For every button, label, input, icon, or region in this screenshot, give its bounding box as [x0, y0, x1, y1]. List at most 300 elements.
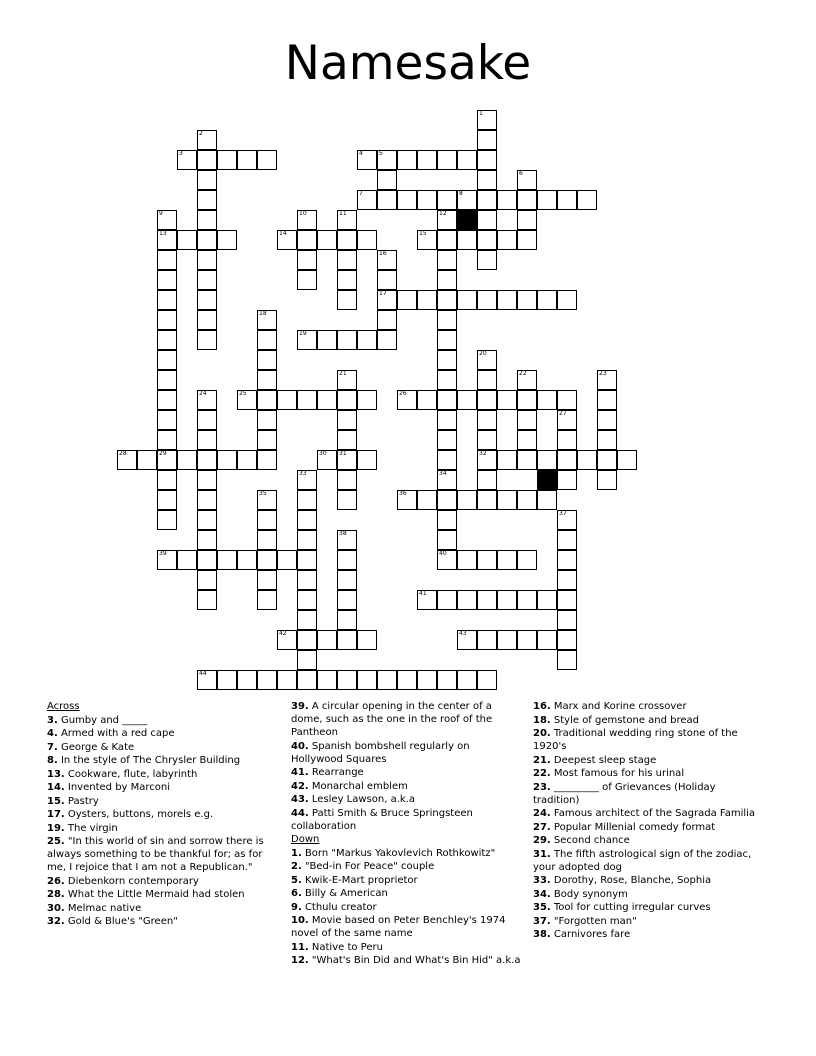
grid-cell[interactable] — [557, 190, 577, 210]
grid-cell[interactable] — [357, 190, 377, 210]
grid-cell[interactable] — [157, 390, 177, 410]
grid-cell[interactable] — [437, 350, 457, 370]
grid-cell[interactable] — [297, 470, 317, 490]
across-header: Across — [47, 701, 80, 712]
grid-cell[interactable] — [437, 470, 457, 490]
grid-cell[interactable] — [257, 530, 277, 550]
grid-cell[interactable] — [397, 390, 417, 410]
grid-cell[interactable] — [157, 250, 177, 270]
grid-cell[interactable] — [457, 190, 477, 210]
grid-cell[interactable] — [277, 670, 297, 690]
grid-cell[interactable] — [297, 510, 317, 530]
grid-cell[interactable] — [597, 390, 617, 410]
grid-cell[interactable] — [337, 530, 357, 550]
clue-item — [291, 780, 523, 793]
grid-cell[interactable] — [477, 370, 497, 390]
grid-cell[interactable] — [517, 290, 537, 310]
grid-cell[interactable] — [537, 290, 557, 310]
grid-cell[interactable] — [457, 550, 477, 570]
grid-cell[interactable] — [437, 430, 457, 450]
grid-cell[interactable] — [197, 150, 217, 170]
grid-cell[interactable] — [237, 150, 257, 170]
grid-cell[interactable] — [477, 230, 497, 250]
grid-cell[interactable] — [197, 230, 217, 250]
grid-cell[interactable] — [437, 310, 457, 330]
grid-cell[interactable] — [197, 390, 217, 410]
grid-cell[interactable] — [497, 450, 517, 470]
grid-cell[interactable] — [337, 390, 357, 410]
grid-cell[interactable] — [197, 670, 217, 690]
grid-cell[interactable] — [257, 390, 277, 410]
grid-cell[interactable] — [477, 590, 497, 610]
grid-cell[interactable] — [297, 590, 317, 610]
grid-cell[interactable] — [597, 450, 617, 470]
grid-cell[interactable] — [457, 230, 477, 250]
cell-number: 3 — [179, 150, 183, 157]
grid-cell[interactable] — [377, 290, 397, 310]
grid-cell[interactable] — [517, 390, 537, 410]
grid-cell[interactable] — [297, 330, 317, 350]
grid-cell[interactable] — [437, 670, 457, 690]
grid-cell[interactable] — [477, 390, 497, 410]
grid-cell[interactable] — [457, 390, 477, 410]
grid-cell[interactable] — [197, 310, 217, 330]
grid-cell[interactable] — [157, 430, 177, 450]
grid-cell[interactable] — [477, 130, 497, 150]
grid-cell[interactable] — [337, 470, 357, 490]
grid-cell[interactable] — [337, 550, 357, 570]
grid-cell[interactable] — [377, 190, 397, 210]
grid-cell[interactable] — [297, 630, 317, 650]
grid-cell[interactable] — [517, 210, 537, 230]
grid-cell[interactable] — [197, 130, 217, 150]
grid-cell[interactable] — [557, 510, 577, 530]
grid-cell[interactable] — [477, 550, 497, 570]
grid-cell[interactable] — [517, 190, 537, 210]
grid-cell[interactable] — [337, 570, 357, 590]
grid-cell[interactable] — [497, 190, 517, 210]
grid-cell[interactable] — [477, 430, 497, 450]
cell-number: 15 — [419, 230, 427, 237]
clue-number: 22. — [533, 768, 551, 779]
grid-cell[interactable] — [597, 470, 617, 490]
grid-cell[interactable] — [197, 570, 217, 590]
grid-cell[interactable] — [337, 430, 357, 450]
cell-number: 39 — [159, 550, 167, 557]
grid-cell[interactable] — [457, 670, 477, 690]
clue-item — [533, 727, 763, 753]
grid-cell[interactable] — [157, 230, 177, 250]
clue-number: 24. — [533, 808, 551, 819]
grid-cell[interactable] — [397, 670, 417, 690]
grid-cell[interactable] — [317, 630, 337, 650]
grid-cell[interactable] — [297, 230, 317, 250]
grid-cell[interactable] — [417, 190, 437, 210]
clue-item — [533, 821, 763, 834]
grid-cell[interactable] — [457, 590, 477, 610]
grid-cell[interactable] — [337, 410, 357, 430]
grid-cell[interactable] — [297, 570, 317, 590]
clue-number: 25. — [47, 836, 65, 847]
grid-cell[interactable] — [297, 610, 317, 630]
grid-cell[interactable] — [337, 590, 357, 610]
clue-text: Most famous for his urinal — [550, 768, 685, 779]
grid-cell[interactable] — [417, 390, 437, 410]
grid-cell[interactable] — [157, 410, 177, 430]
grid-cell[interactable] — [377, 270, 397, 290]
grid-cell[interactable] — [437, 270, 457, 290]
clue-column-1 — [47, 700, 269, 929]
grid-cell[interactable] — [597, 410, 617, 430]
grid-cell[interactable] — [157, 210, 177, 230]
grid-cell[interactable] — [477, 290, 497, 310]
grid-cell[interactable] — [577, 190, 597, 210]
grid-cell[interactable] — [557, 470, 577, 490]
grid-cell[interactable] — [257, 450, 277, 470]
grid-cell[interactable] — [477, 150, 497, 170]
grid-cell[interactable] — [237, 390, 257, 410]
clue-item — [533, 700, 763, 713]
grid-cell[interactable] — [457, 490, 477, 510]
grid-cell[interactable] — [477, 490, 497, 510]
grid-cell[interactable] — [457, 150, 477, 170]
grid-cell[interactable] — [437, 290, 457, 310]
grid-cell[interactable] — [317, 330, 337, 350]
grid-cell[interactable] — [517, 450, 537, 470]
grid-cell[interactable] — [377, 250, 397, 270]
grid-cell[interactable] — [337, 630, 357, 650]
grid-cell[interactable] — [257, 590, 277, 610]
grid-cell[interactable] — [497, 490, 517, 510]
grid-cell[interactable] — [337, 370, 357, 390]
grid-cell[interactable] — [297, 270, 317, 290]
grid-cell[interactable] — [437, 510, 457, 530]
grid-cell[interactable] — [357, 230, 377, 250]
grid-cell[interactable] — [217, 550, 237, 570]
clue-number: 14. — [47, 782, 65, 793]
clue-item — [47, 888, 269, 901]
cell-number: 29 — [159, 450, 167, 457]
clue-number: 18. — [533, 714, 551, 726]
grid-cell[interactable] — [337, 230, 357, 250]
grid-cell[interactable] — [457, 290, 477, 310]
grid-cell[interactable] — [257, 550, 277, 570]
grid-cell[interactable] — [297, 210, 317, 230]
clue-number: 37. — [533, 915, 551, 927]
grid-cell[interactable] — [497, 630, 517, 650]
grid-cell[interactable] — [157, 350, 177, 370]
grid-cell[interactable] — [437, 190, 457, 210]
grid-cell[interactable] — [297, 550, 317, 570]
grid-cell[interactable] — [117, 450, 137, 470]
grid-cell[interactable] — [557, 650, 577, 670]
grid-cell[interactable] — [237, 450, 257, 470]
grid-cell[interactable] — [197, 410, 217, 430]
grid-cell[interactable] — [197, 270, 217, 290]
grid-cell[interactable] — [477, 630, 497, 650]
grid-cell[interactable] — [257, 570, 277, 590]
clue-number: 16. — [533, 701, 551, 712]
grid-cell[interactable] — [177, 230, 197, 250]
grid-cell[interactable] — [157, 270, 177, 290]
clue-number: 44. — [291, 807, 309, 819]
grid-cell[interactable] — [557, 610, 577, 630]
cell-number: 14 — [279, 230, 287, 237]
grid-cell[interactable] — [337, 250, 357, 270]
grid-cell[interactable] — [197, 550, 217, 570]
grid-cell[interactable] — [557, 550, 577, 570]
grid-cell[interactable] — [537, 630, 557, 650]
grid-cell[interactable] — [557, 590, 577, 610]
down-header: Down — [291, 834, 320, 845]
clue-item — [291, 901, 523, 914]
grid-cell[interactable] — [477, 350, 497, 370]
grid-cell[interactable] — [297, 530, 317, 550]
grid-cell[interactable] — [197, 450, 217, 470]
clue-text: Monarchal emblem — [308, 780, 408, 792]
grid-cell[interactable] — [417, 290, 437, 310]
grid-cell[interactable] — [437, 530, 457, 550]
grid-cell[interactable] — [357, 330, 377, 350]
grid-cell[interactable] — [197, 210, 217, 230]
grid-cell[interactable] — [197, 590, 217, 610]
grid-cell[interactable] — [517, 370, 537, 390]
grid-cell[interactable] — [157, 510, 177, 530]
grid-cell[interactable] — [557, 450, 577, 470]
grid-cell[interactable] — [417, 230, 437, 250]
grid-cell[interactable] — [337, 490, 357, 510]
grid-cell[interactable] — [317, 230, 337, 250]
grid-cell[interactable] — [517, 630, 537, 650]
grid-cell[interactable] — [257, 150, 277, 170]
grid-cell[interactable] — [477, 410, 497, 430]
grid-cell[interactable] — [297, 650, 317, 670]
grid-cell[interactable] — [177, 150, 197, 170]
grid-cell[interactable] — [417, 490, 437, 510]
grid-cell[interactable] — [257, 410, 277, 430]
grid-cell[interactable] — [617, 450, 637, 470]
grid-cell[interactable] — [217, 230, 237, 250]
grid-cell[interactable] — [157, 310, 177, 330]
grid-cell[interactable] — [337, 330, 357, 350]
grid-cell[interactable] — [337, 670, 357, 690]
clue-text: Second chance — [550, 835, 630, 846]
grid-cell[interactable] — [477, 170, 497, 190]
clue-number: 28. — [47, 889, 65, 900]
grid-cell[interactable] — [157, 470, 177, 490]
cell-number: 43 — [459, 630, 467, 637]
grid-cell[interactable] — [397, 490, 417, 510]
cell-number: 12 — [439, 210, 447, 217]
grid-cell[interactable] — [557, 630, 577, 650]
grid-cell[interactable] — [297, 490, 317, 510]
grid-cell[interactable] — [517, 410, 537, 430]
grid-cell[interactable] — [197, 330, 217, 350]
grid-cell[interactable] — [477, 190, 497, 210]
grid-cell[interactable] — [377, 310, 397, 330]
clue-item — [533, 928, 763, 941]
grid-cell[interactable] — [217, 670, 237, 690]
clue-item — [47, 714, 269, 727]
grid-cell[interactable] — [197, 490, 217, 510]
grid-cell[interactable] — [437, 370, 457, 390]
clue-item — [47, 875, 269, 888]
grid-cell[interactable] — [377, 170, 397, 190]
grid-cell[interactable] — [357, 630, 377, 650]
grid-cell[interactable] — [197, 190, 217, 210]
grid-cell[interactable] — [197, 510, 217, 530]
grid-cell[interactable] — [477, 670, 497, 690]
grid-cell[interactable] — [477, 110, 497, 130]
grid-cell[interactable] — [517, 170, 537, 190]
grid-cell[interactable] — [517, 550, 537, 570]
grid-cell[interactable] — [477, 450, 497, 470]
clue-text: Body synonym — [550, 888, 628, 900]
grid-cell[interactable] — [417, 590, 437, 610]
grid-cell[interactable] — [257, 490, 277, 510]
grid-cell[interactable] — [237, 670, 257, 690]
grid-cell[interactable] — [417, 150, 437, 170]
grid-cell[interactable] — [317, 450, 337, 470]
grid-cell[interactable] — [197, 470, 217, 490]
grid-cell[interactable] — [477, 210, 497, 230]
clue-column-3 — [533, 700, 763, 942]
grid-cell[interactable] — [157, 290, 177, 310]
grid-cell[interactable] — [497, 550, 517, 570]
grid-cell[interactable] — [297, 670, 317, 690]
grid-cell[interactable] — [337, 290, 357, 310]
grid-cell[interactable] — [257, 370, 277, 390]
grid-cell[interactable] — [397, 290, 417, 310]
grid-cell[interactable] — [497, 390, 517, 410]
grid-cell[interactable] — [497, 230, 517, 250]
grid-cell[interactable] — [437, 410, 457, 430]
grid-cell[interactable] — [437, 450, 457, 470]
clue-item — [533, 714, 763, 727]
grid-cell[interactable] — [517, 490, 537, 510]
grid-cell[interactable] — [137, 450, 157, 470]
grid-cell[interactable] — [337, 270, 357, 290]
grid-cell[interactable] — [437, 250, 457, 270]
grid-cell[interactable] — [197, 170, 217, 190]
grid-cell[interactable] — [157, 450, 177, 470]
grid-cell[interactable] — [537, 490, 557, 510]
grid-cell[interactable] — [597, 430, 617, 450]
grid-cell[interactable] — [177, 550, 197, 570]
grid-cell[interactable] — [437, 210, 457, 230]
grid-cell[interactable] — [297, 390, 317, 410]
grid-cell[interactable] — [317, 390, 337, 410]
grid-cell[interactable] — [437, 490, 457, 510]
grid-cell[interactable] — [217, 150, 237, 170]
grid-cell[interactable] — [457, 630, 477, 650]
grid-cell[interactable] — [517, 590, 537, 610]
grid-cell[interactable] — [437, 550, 457, 570]
grid-cell[interactable] — [397, 190, 417, 210]
grid-cell[interactable] — [257, 350, 277, 370]
cell-number: 21 — [339, 370, 347, 377]
grid-cell[interactable] — [537, 390, 557, 410]
grid-cell[interactable] — [237, 550, 257, 570]
grid-cell[interactable] — [157, 550, 177, 570]
grid-cell[interactable] — [397, 150, 417, 170]
clue-item — [533, 848, 763, 874]
grid-cell[interactable] — [357, 150, 377, 170]
grid-cell[interactable] — [537, 590, 557, 610]
grid-cell[interactable] — [257, 330, 277, 350]
grid-cell[interactable] — [477, 470, 497, 490]
grid-cell[interactable] — [337, 450, 357, 470]
grid-cell[interactable] — [317, 670, 337, 690]
grid-cell[interactable] — [197, 290, 217, 310]
clue-text: Born "Markus Yakovlevich Rothkowitz" — [301, 847, 496, 859]
grid-cell[interactable] — [277, 230, 297, 250]
clue-number: 38. — [533, 929, 551, 940]
grid-cell[interactable] — [557, 530, 577, 550]
grid-cell[interactable] — [257, 430, 277, 450]
grid-cell[interactable] — [337, 210, 357, 230]
grid-cell[interactable] — [337, 610, 357, 630]
grid-cell[interactable] — [517, 430, 537, 450]
grid-cell[interactable] — [257, 310, 277, 330]
grid-cell[interactable] — [297, 250, 317, 270]
grid-cell[interactable] — [437, 590, 457, 610]
grid-cell[interactable] — [177, 450, 197, 470]
grid-cell[interactable] — [557, 410, 577, 430]
grid-cell[interactable] — [497, 590, 517, 610]
clue-text: Carnivores fare — [550, 929, 631, 940]
grid-cell[interactable] — [437, 150, 457, 170]
grid-cell[interactable] — [437, 390, 457, 410]
grid-cell[interactable] — [357, 450, 377, 470]
grid-cell[interactable] — [377, 330, 397, 350]
grid-cell[interactable] — [557, 290, 577, 310]
grid-cell[interactable] — [357, 670, 377, 690]
grid-cell[interactable] — [537, 450, 557, 470]
grid-cell[interactable] — [157, 490, 177, 510]
grid-cell[interactable] — [557, 570, 577, 590]
grid-cell[interactable] — [257, 670, 277, 690]
grid-cell[interactable] — [437, 330, 457, 350]
grid-cell[interactable] — [157, 370, 177, 390]
grid-cell[interactable] — [197, 530, 217, 550]
grid-cell[interactable] — [277, 630, 297, 650]
grid-cell[interactable] — [157, 330, 177, 350]
grid-cell[interactable] — [417, 670, 437, 690]
grid-cell[interactable] — [377, 150, 397, 170]
clue-text: Rearrange — [308, 767, 364, 778]
grid-cell[interactable] — [557, 390, 577, 410]
grid-cell[interactable] — [597, 370, 617, 390]
grid-cell[interactable] — [277, 390, 297, 410]
grid-cell[interactable] — [537, 190, 557, 210]
grid-cell[interactable] — [437, 230, 457, 250]
grid-cell[interactable] — [197, 430, 217, 450]
grid-cell[interactable] — [497, 290, 517, 310]
grid-cell[interactable] — [217, 450, 237, 470]
clue-text: "In this world of sin and sorrow there is always something to be thankful for; as for me, I rejoice that I am not a Republican." — [47, 836, 264, 873]
grid-cell[interactable] — [477, 250, 497, 270]
grid-cell[interactable] — [197, 250, 217, 270]
grid-cell[interactable] — [577, 450, 597, 470]
grid-cell[interactable] — [517, 230, 537, 250]
grid-cell[interactable] — [557, 430, 577, 450]
grid-cell[interactable] — [357, 390, 377, 410]
grid-cell[interactable] — [257, 510, 277, 530]
grid-cell[interactable] — [377, 670, 397, 690]
cell-number: 19 — [299, 330, 307, 337]
grid-cell[interactable] — [277, 550, 297, 570]
